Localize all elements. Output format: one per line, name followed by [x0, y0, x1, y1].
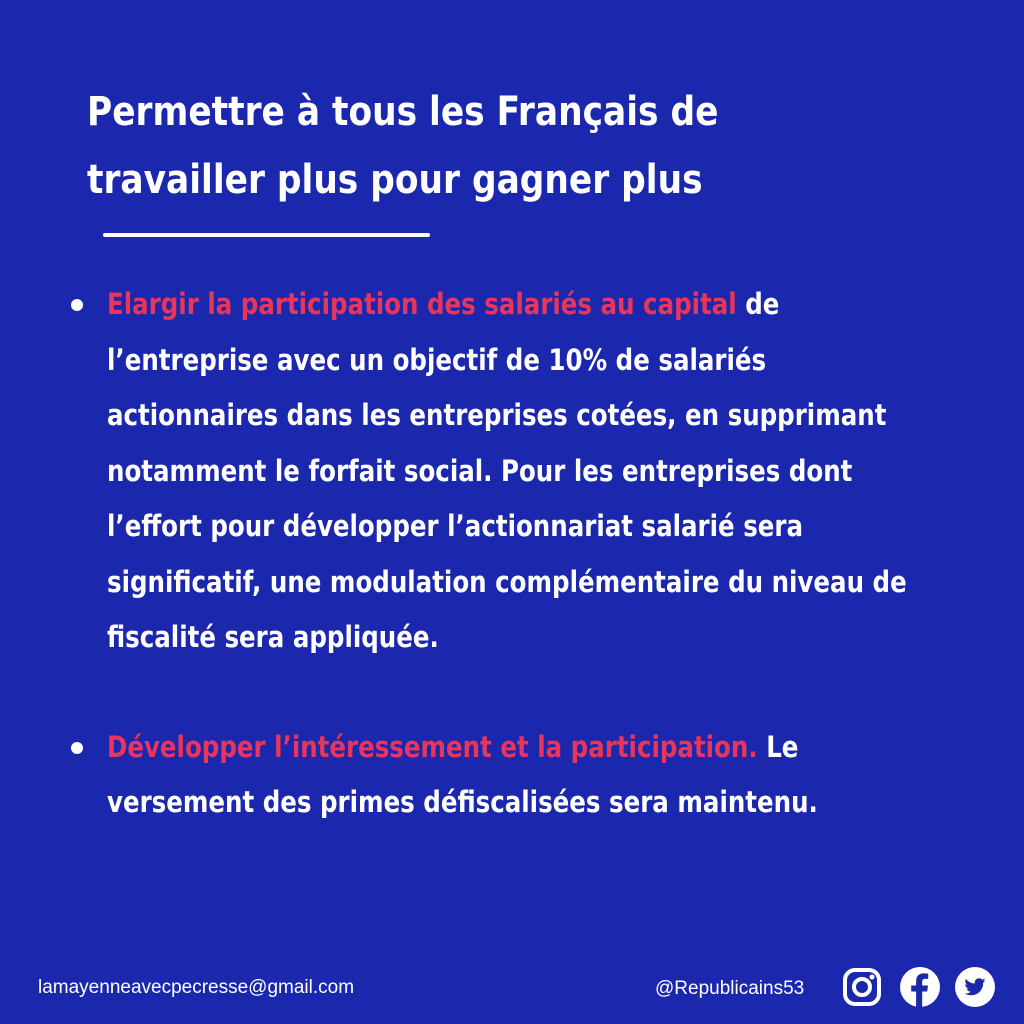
bullet-line: versement des primes défiscalisées sera maintenu. [107, 785, 818, 819]
contact-email[interactable]: lamayenneavecpecresse@gmail.com [38, 977, 355, 998]
bullet-line-rest: de [736, 287, 780, 321]
bullet-text [107, 277, 952, 666]
bullet-dot-icon [71, 742, 83, 754]
bullet-dot-icon [71, 299, 83, 311]
bullet-highlight: Elargir la participation des salariés au capital [107, 287, 737, 321]
twitter-icon[interactable] [954, 966, 996, 1008]
bullet-text [107, 720, 952, 831]
bullet-highlight: Développer l’intéressement et la participation. [107, 729, 758, 764]
title-divider [103, 233, 430, 237]
bullet-line: fiscalité sera appliquée. [107, 620, 439, 654]
bullet-line [107, 720, 952, 776]
bullet-item-capital [0, 277, 1024, 666]
bullet-line: l’effort pour développer l’actionnariat salarié sera [107, 509, 804, 543]
bullet-item-interessement [0, 720, 1024, 831]
bullet-line: significatif, une modulation complémentaire du niveau de [107, 564, 907, 599]
bullet-line: notamment le forfait social. Pour les entreprises dont [107, 453, 853, 488]
instagram-icon[interactable] [841, 966, 883, 1008]
page-title [87, 78, 861, 214]
bullet-line: actionnaires dans les entreprises cotées, en supprimant [107, 398, 887, 432]
bullet-line-rest: Le [757, 729, 799, 764]
bullet-line: l’entreprise avec un objectif de 10% de salariés [107, 342, 767, 377]
title-line-1: Permettre à tous les Français de [87, 89, 719, 135]
bullet-list [0, 277, 1024, 831]
title-line-2: travailler plus pour gagner plus [87, 157, 703, 203]
facebook-icon[interactable] [899, 966, 941, 1008]
bullet-line [107, 277, 952, 333]
social-handle[interactable]: @Republicains53 [655, 978, 805, 999]
